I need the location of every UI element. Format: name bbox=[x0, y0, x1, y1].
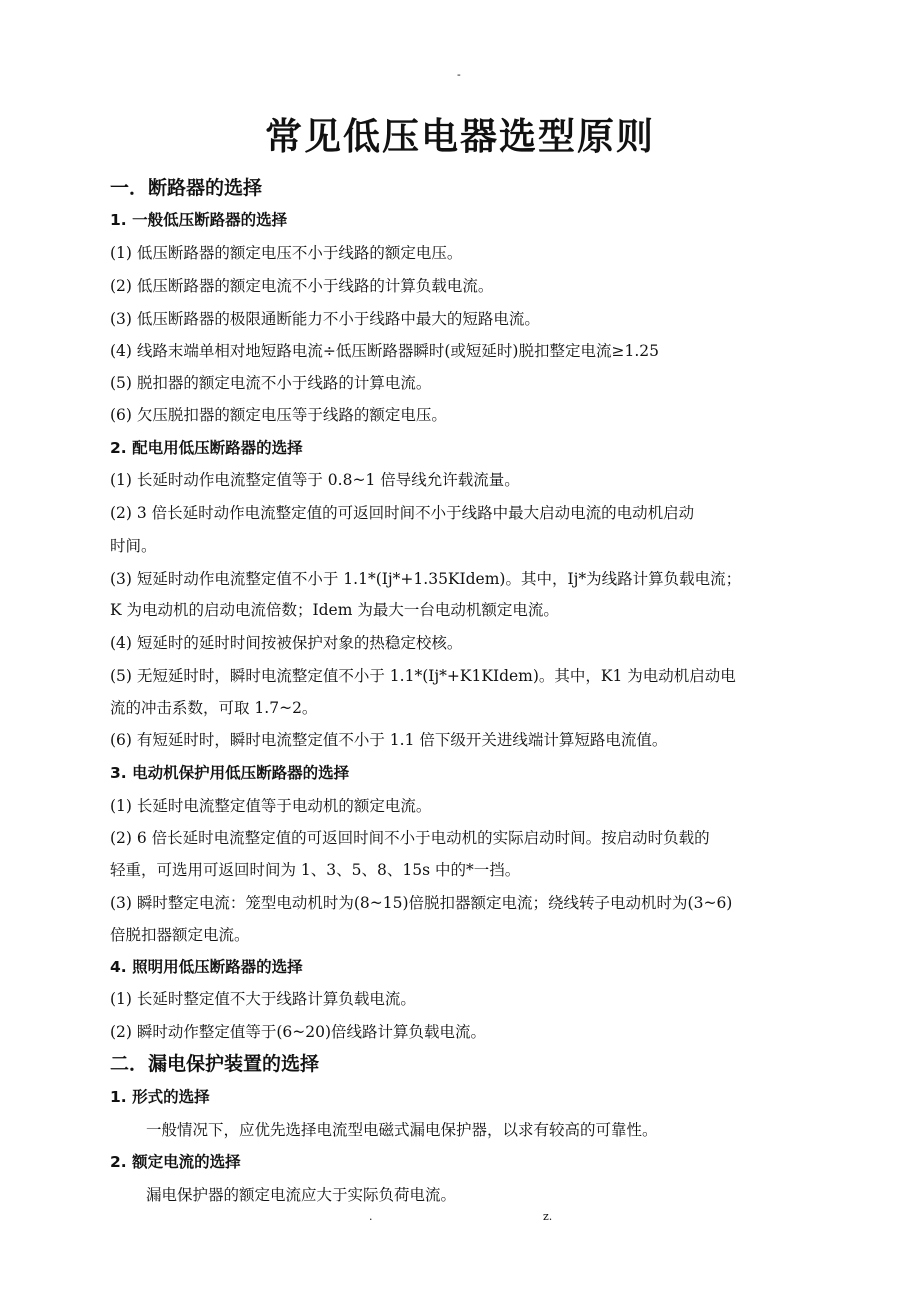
list-item: (1) 低压断路器的额定电压不小于线路的额定电压。 bbox=[110, 244, 463, 262]
list-item: (2) 3 倍长延时动作电流整定值的可返回时间不小于线路中最大启动电流的电动机启动 bbox=[110, 504, 695, 522]
page-title: 常见低压电器选型原则 bbox=[265, 114, 655, 158]
subsection-heading: 3. 电动机保护用低压断路器的选择 bbox=[110, 764, 350, 782]
list-item-cont: 时间。 bbox=[110, 537, 157, 555]
list-item: (3) 短延时动作电流整定值不小于 1.1*(Ij*+1.35KIdem)。其中，Ij*为线路计算负载电流； bbox=[110, 570, 742, 588]
list-item-cont: 流的冲击系数，可取 1.7~2。 bbox=[110, 699, 318, 717]
list-item: (3) 低压断路器的极限通断能力不小于线路中最大的短路电流。 bbox=[110, 310, 540, 328]
subsection-heading: 2. 额定电流的选择 bbox=[110, 1153, 241, 1171]
header-mark: - bbox=[457, 68, 461, 81]
paragraph: 一般情况下，应优先选择电流型电磁式漏电保护器，以求有较高的可靠性。 bbox=[146, 1121, 658, 1139]
footer-left-mark: . bbox=[369, 1210, 373, 1223]
list-item: (5) 脱扣器的额定电流不小于线路的计算电流。 bbox=[110, 374, 432, 392]
subsection-heading: 1. 形式的选择 bbox=[110, 1088, 210, 1106]
list-item: (5) 无短延时时，瞬时电流整定值不小于 1.1*(Ij*+K1KIdem)。其中，K1 为电动机启动电 bbox=[110, 667, 736, 685]
list-item: (6) 有短延时时，瞬时电流整定值不小于 1.1 倍下级开关进线端计算短路电流值。 bbox=[110, 731, 668, 749]
list-item: (2) 低压断路器的额定电流不小于线路的计算负载电流。 bbox=[110, 277, 494, 295]
section-heading: 一．断路器的选择 bbox=[110, 177, 263, 199]
list-item: (4) 短延时的延时时间按被保护对象的热稳定校核。 bbox=[110, 634, 463, 652]
list-item: (6) 欠压脱扣器的额定电压等于线路的额定电压。 bbox=[110, 406, 447, 424]
footer-right-mark: z. bbox=[543, 1210, 553, 1223]
subsection-heading: 1. 一般低压断路器的选择 bbox=[110, 211, 288, 229]
list-item: (1) 长延时电流整定值等于电动机的额定电流。 bbox=[110, 797, 432, 815]
subsection-heading: 2. 配电用低压断路器的选择 bbox=[110, 439, 303, 457]
list-item: (3) 瞬时整定电流：笼型电动机时为(8~15)倍脱扣器额定电流；绕线转子电动机时为(3~6) bbox=[110, 894, 733, 912]
list-item-cont: 轻重，可选用可返回时间为 1、3、5、8、15s 中的*一挡。 bbox=[110, 861, 521, 879]
section-heading: 二．漏电保护装置的选择 bbox=[110, 1053, 320, 1075]
subsection-heading: 4. 照明用低压断路器的选择 bbox=[110, 958, 303, 976]
list-item: (1) 长延时整定值不大于线路计算负载电流。 bbox=[110, 990, 416, 1008]
list-item: (2) 瞬时动作整定值等于(6~20)倍线路计算负载电流。 bbox=[110, 1023, 487, 1041]
list-item: (4) 线路末端单相对地短路电流÷低压断路器瞬时(或短延时)脱扣整定电流≥1.25 bbox=[110, 342, 659, 360]
paragraph: 漏电保护器的额定电流应大于实际负荷电流。 bbox=[146, 1186, 457, 1204]
list-item-cont: K 为电动机的启动电流倍数；Idem 为最大一台电动机额定电流。 bbox=[110, 601, 559, 619]
list-item: (2) 6 倍长延时电流整定值的可返回时间不小于电动机的实际启动时间。按启动时负载的 bbox=[110, 829, 710, 847]
list-item-cont: 倍脱扣器额定电流。 bbox=[110, 926, 250, 944]
list-item: (1) 长延时动作电流整定值等于 0.8~1 倍导线允许载流量。 bbox=[110, 471, 520, 489]
